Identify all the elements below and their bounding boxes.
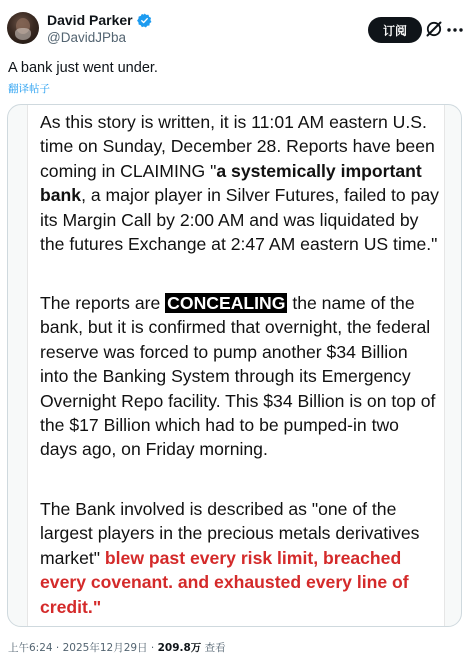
p2-text-a: The reports are xyxy=(40,293,166,313)
post-time[interactable]: 上午6:24 xyxy=(8,642,53,654)
p2-text-c: the name of the bank, but it is confirmed that overnight, the federal reserve was forced to pump another $34 Billion into the Banking System through its Emergency Overnight Repo facility. This $34 Billion is on top of the $17 Billion which had to be pumped-in two days ago, on Friday morning. xyxy=(40,293,436,460)
p1-bold: a systemically important bank xyxy=(40,160,422,206)
tweet-text: A bank just went under. xyxy=(8,60,158,76)
article-excerpt xyxy=(27,105,445,626)
author-display-name[interactable]: David Parker xyxy=(47,12,133,28)
views-label: 查看 xyxy=(201,642,226,654)
attached-image[interactable] xyxy=(7,104,462,627)
more-options-icon[interactable] xyxy=(446,23,464,37)
avatar[interactable] xyxy=(7,12,39,44)
avatar-beard xyxy=(15,28,31,40)
meta-separator: · xyxy=(52,642,63,654)
tweet-header xyxy=(0,0,468,56)
translate-post-link[interactable]: 翻译帖子 xyxy=(8,83,50,95)
paragraph-1 xyxy=(40,110,440,256)
verified-badge-icon xyxy=(137,13,152,28)
author-handle[interactable]: @DavidJPba xyxy=(47,30,126,45)
meta-separator: · xyxy=(147,642,158,654)
views-count: 209.8万 xyxy=(157,642,202,654)
author-name-row xyxy=(47,12,152,28)
post-date[interactable]: 2025年12月29日 xyxy=(62,642,148,654)
p3-text-c: " xyxy=(92,596,102,617)
p1-text-c: , a major player in Silver Futures, failed to pay its Margin Call by 2:00 AM and was liquidated by the futures Exchange at 2:47 AM eastern US time." xyxy=(40,185,439,255)
p3-red-text: blew past every risk limit, breached every covenant. and exhausted every line of credit. xyxy=(40,547,409,617)
p1-text-a: As this story is written, it is 11:01 AM eastern U.S. time on Sunday, December 28. Reports have been coming in CLAIMING " xyxy=(40,112,435,181)
p2-highlight: CONCEALING xyxy=(167,293,286,313)
subscribe-button[interactable]: 订阅 xyxy=(368,17,422,43)
tweet-meta xyxy=(8,640,226,655)
paragraph-3 xyxy=(40,497,440,619)
paragraph-2 xyxy=(40,291,440,462)
p3-text-a: The Bank involved is described as "one of the largest players in the precious metals derivatives market" xyxy=(40,499,420,568)
grok-icon[interactable] xyxy=(424,19,444,39)
